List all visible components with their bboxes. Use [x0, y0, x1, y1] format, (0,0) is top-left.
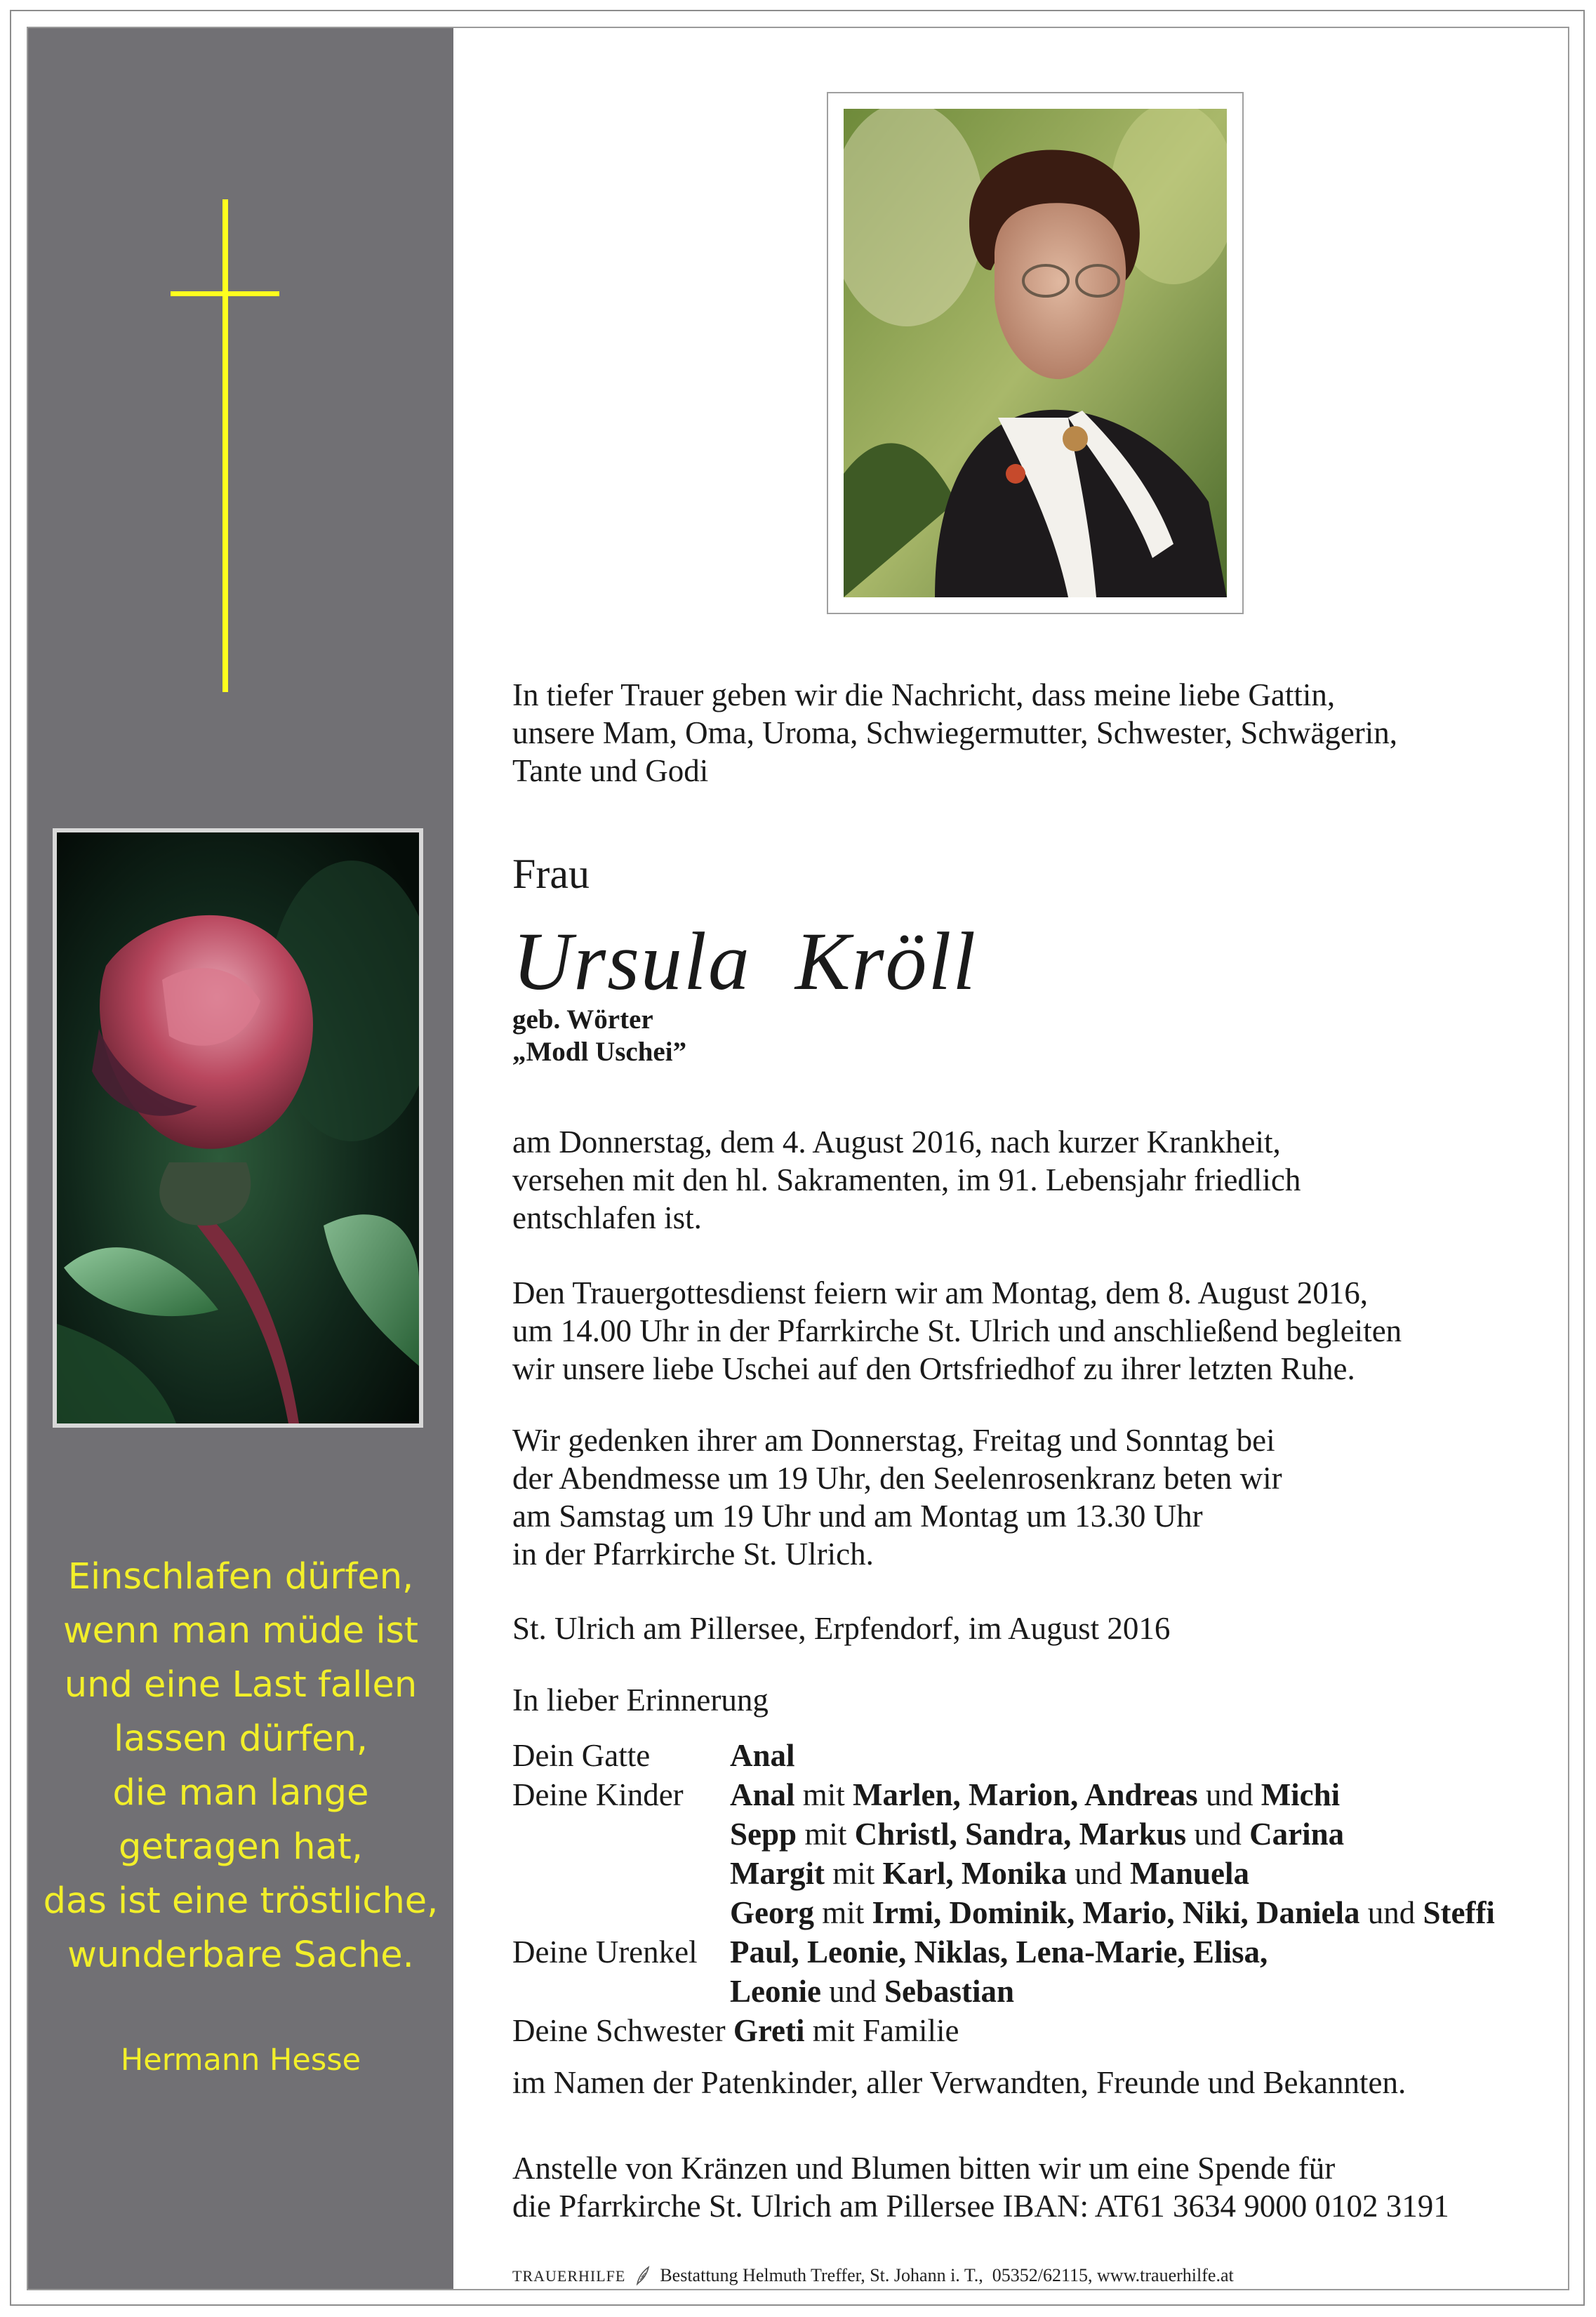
connector: und: [829, 1974, 877, 2009]
text-line: entschlafen ist.: [512, 1200, 702, 1235]
grandchildren-names: Karl, Monika: [882, 1856, 1067, 1891]
portrait-photo: [844, 109, 1227, 597]
feather-logo-icon: [634, 2266, 651, 2285]
great-grandchild-name: Leonie: [730, 1974, 821, 2009]
nickname: „Modl Uschei”: [512, 1037, 687, 1067]
grandchild-name: Michi: [1261, 1777, 1341, 1812]
grandchild-name: Steffi: [1423, 1895, 1495, 1930]
relation-names: [730, 1972, 1014, 2011]
salutation: Frau: [512, 851, 590, 897]
footer-text: Bestattung Helmuth Treffer, St. Johann i. T., 05352/62115, www.trauerhilfe.at: [660, 2265, 1234, 2285]
poem-line: die man lange: [112, 1772, 369, 1814]
connector: und: [1075, 1856, 1122, 1891]
footer-brand: TRAUERHILFE: [512, 2267, 626, 2285]
relation-names: [512, 2011, 959, 2050]
death-notice: [512, 1123, 1301, 1237]
poem-line: und eine Last fallen: [64, 1664, 418, 1706]
connector: mit: [804, 1817, 847, 1852]
connector: und: [1194, 1817, 1242, 1852]
poem-line: getragen hat,: [118, 1826, 364, 1868]
closing-line: im Namen der Patenkinder, aller Verwandten, Freunde und Bekannten.: [512, 2065, 1407, 2100]
text-line: Tante und Godi: [512, 753, 709, 788]
text-line: Wir gedenken ihrer am Donnerstag, Freitag und Sonntag bei: [512, 1423, 1275, 1458]
family-list: [512, 1736, 1565, 2050]
deceased-name: [512, 916, 977, 1007]
family-row: [512, 1814, 1565, 1854]
portrait-frame: [827, 92, 1244, 614]
text-line: In tiefer Trauer geben wir die Nachricht, dass meine liebe Gattin,: [512, 677, 1336, 712]
family-row: [512, 1932, 1565, 1972]
relation-label: Dein Gatte: [512, 1738, 651, 1773]
cross-icon: [222, 199, 228, 692]
connector: mit: [802, 1777, 845, 1812]
text-line: der Abendmesse um 19 Uhr, den Seelenrosenkranz beten wir: [512, 1461, 1282, 1496]
name-details: [512, 1004, 686, 1068]
text-line: in der Pfarrkirche St. Ulrich.: [512, 1536, 874, 1572]
grandchild-name: Carina: [1249, 1817, 1345, 1852]
relation-label: Deine Schwester: [512, 2013, 726, 2048]
intro-text: [512, 676, 1397, 790]
text-line: am Donnerstag, dem 4. August 2016, nach kurzer Krankheit,: [512, 1124, 1281, 1160]
child-name: Margit: [730, 1856, 825, 1891]
rose-image: [53, 828, 423, 1428]
donation-request: [512, 2149, 1449, 2225]
text-line: wir unsere liebe Uschei auf den Ortsfriedhof zu ihrer letzten Ruhe.: [512, 1351, 1355, 1386]
memory-line: In lieber Erinnerung: [512, 1682, 769, 1718]
grandchildren-names: Marlen, Marion, Andreas: [853, 1777, 1198, 1812]
place-date: St. Ulrich am Pillersee, Erpfendorf, im August 2016: [512, 1611, 1171, 1646]
grandchildren-names: Irmi, Dominik, Mario, Niki, Daniela: [872, 1895, 1360, 1930]
poem-line: lassen dürfen,: [113, 1718, 368, 1760]
poem-line: wunderbare Sache.: [67, 1934, 414, 1976]
poem-line: das ist eine tröstliche,: [43, 1880, 439, 1922]
child-name: Anal: [730, 1777, 795, 1812]
child-name: Sepp: [730, 1817, 797, 1852]
birth-name: geb. Wörter: [512, 1004, 653, 1035]
family-row: [512, 1854, 1565, 1893]
relation-names: [730, 1893, 1495, 1932]
family-row: [512, 1972, 1565, 2011]
text-line: Anstelle von Kränzen und Blumen bitten wir um eine Spende für: [512, 2151, 1336, 2186]
cross-icon-bar: [171, 291, 279, 296]
relation-names: [730, 1932, 1268, 1972]
relation-names: [730, 1775, 1340, 1814]
great-grandchildren-names: Paul, Leonie, Niklas, Lena-Marie, Elisa,: [730, 1934, 1268, 1970]
grandchildren-names: Christl, Sandra, Markus: [854, 1817, 1187, 1852]
sister-name: Greti: [733, 2013, 805, 2048]
connector: und: [1205, 1777, 1253, 1812]
relation-label: Deine Kinder: [512, 1777, 684, 1812]
relation-names: [730, 1854, 1249, 1893]
grandchild-name: Manuela: [1129, 1856, 1249, 1891]
spouse-name: Anal: [730, 1738, 795, 1773]
relation-label: Deine Urenkel: [512, 1934, 698, 1970]
rose-photo: [57, 832, 419, 1423]
footer: [512, 2265, 1234, 2286]
connector: mit: [822, 1895, 865, 1930]
connector: und: [1367, 1895, 1416, 1930]
text-line: um 14.00 Uhr in der Pfarrkirche St. Ulrich und anschließend begleiten: [512, 1313, 1402, 1348]
connector: mit Familie: [812, 2013, 959, 2048]
child-name: Georg: [730, 1895, 814, 1930]
connector: mit: [832, 1856, 875, 1891]
relation-names: [730, 1814, 1344, 1854]
text-line: Den Trauergottesdienst feiern wir am Montag, dem 8. August 2016,: [512, 1275, 1369, 1310]
family-row: [512, 1893, 1565, 1932]
family-row: [512, 2011, 1565, 2050]
poem: [28, 1550, 453, 1982]
funeral-service: [512, 1274, 1402, 1388]
text-line: unsere Mam, Oma, Uroma, Schwiegermutter, Schwester, Schwägerin,: [512, 715, 1398, 750]
relation-names: [730, 1736, 795, 1775]
text-line: versehen mit den hl. Sakramenten, im 91. Lebensjahr friedlich: [512, 1162, 1301, 1197]
deceased-name-text: Ursula Kröll: [512, 915, 978, 1007]
text-line: am Samstag um 19 Uhr und am Montag um 13.30 Uhr: [512, 1499, 1203, 1534]
family-row: [512, 1775, 1565, 1814]
family-row: [512, 1736, 1565, 1775]
poem-line: wenn man müde ist: [62, 1610, 419, 1652]
poem-line: Einschlafen dürfen,: [67, 1556, 414, 1598]
text-line: die Pfarrkirche St. Ulrich am Pillersee IBAN: AT61 3634 9000 0102 3191: [512, 2189, 1449, 2224]
prayer-times: [512, 1421, 1282, 1573]
great-grandchild-name: Sebastian: [884, 1974, 1015, 2009]
poem-author: Hermann Hesse: [120, 2043, 361, 2078]
